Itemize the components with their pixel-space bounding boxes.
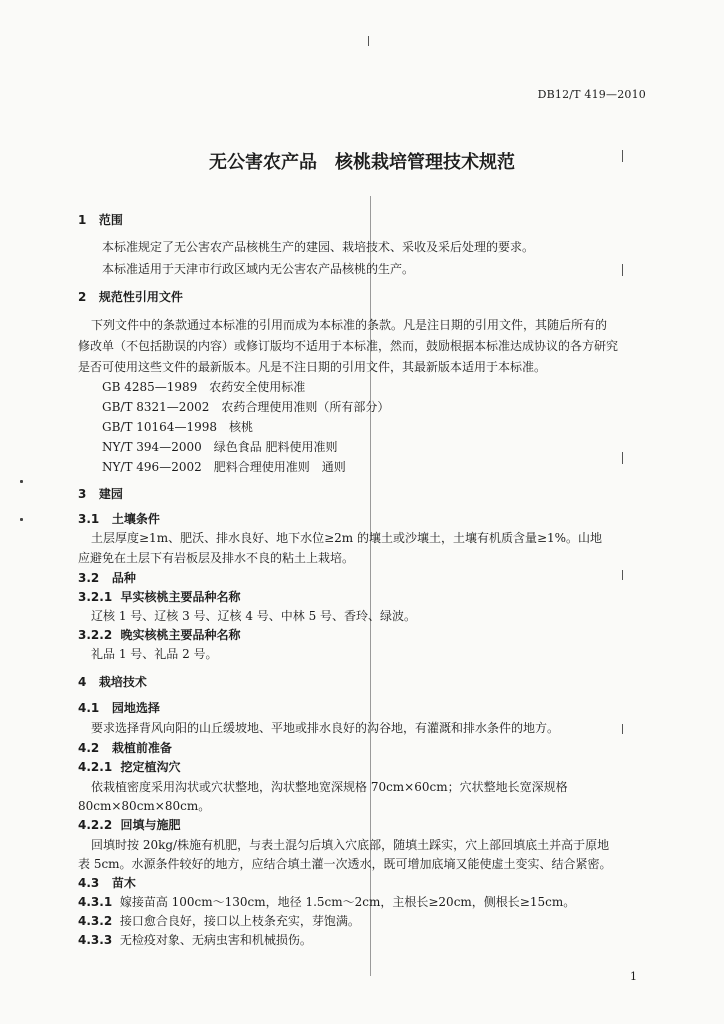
reference-item: NY/T 496—2002 肥料合理使用准则 通则 <box>102 460 346 474</box>
page-number: 1 <box>630 970 637 983</box>
subsection-title: 早实核桃主要品种名称 <box>120 590 241 604</box>
paragraph: 应避免在土层下有岩板层及排水不良的粘土上栽培。 <box>78 551 355 565</box>
subsection-number: 3.2 <box>78 571 100 585</box>
reference-item: GB/T 10164—1998 核桃 <box>102 420 253 434</box>
subsection-title: 园地选择 <box>111 701 160 715</box>
subsection-heading <box>78 628 241 642</box>
scan-artifact-line <box>622 264 623 276</box>
subsection-title: 土壤条件 <box>111 512 160 526</box>
scan-artifact-line <box>622 452 623 464</box>
subsection-number: 3.1 <box>78 512 100 526</box>
reference-item: GB/T 8321—2002 农药合理使用准则（所有部分） <box>102 400 390 414</box>
scan-artifact-line <box>622 570 623 580</box>
paragraph: 表 5cm。水源条件较好的地方，应结合填土灌一次透水，既可增加底墒又能使虚土变实、结合紧密。 <box>78 857 612 871</box>
item-text: 无检疫对象、无病虫害和机械损伤。 <box>119 933 312 947</box>
paragraph: 修改单（不包括勘误的内容）或修订版均不适用于本标准，然而，鼓励根据本标准达成协议的各方研究 <box>78 339 619 353</box>
document-code: DB12/T 419—2010 <box>537 88 646 101</box>
subsection-title: 回填与施肥 <box>120 818 181 832</box>
subsection-number: 3.2.2 <box>78 628 113 642</box>
paragraph: 辽核 1 号、辽核 3 号、辽核 4 号、中林 5 号、香玲、绿波。 <box>91 609 417 623</box>
subsection-title: 挖定植沟穴 <box>120 760 181 774</box>
subsection-heading <box>78 876 136 890</box>
section-heading-4 <box>78 675 147 689</box>
subsection-title: 栽植前准备 <box>111 741 172 755</box>
paragraph: 要求选择背风向阳的山丘缓坡地、平地或排水良好的沟谷地，有灌溉和排水条件的地方。 <box>91 721 560 735</box>
section-heading-1 <box>78 213 123 227</box>
item-text: 接口愈合良好，接口以上枝条充实，芽饱满。 <box>119 914 360 928</box>
section-number: 4 <box>78 675 87 689</box>
subsection-number: 4.2.2 <box>78 818 113 832</box>
section-title: 栽培技术 <box>98 675 147 689</box>
item-number: 4.3.3 <box>78 933 113 947</box>
subsection-heading <box>78 818 181 832</box>
subsection-heading <box>78 512 160 526</box>
paragraph: 80cm×80cm×80cm。 <box>78 799 211 813</box>
section-number: 1 <box>78 213 87 227</box>
subsection-number: 4.2 <box>78 741 100 755</box>
reference-item: GB 4285—1989 农药安全使用标准 <box>102 380 306 394</box>
scan-artifact-dot <box>20 518 23 521</box>
paragraph: 依栽植密度采用沟状或穴状整地，沟状整地宽深规格 70cm×60cm；穴状整地长宽深规格 <box>91 780 568 794</box>
subsection-title: 苗木 <box>111 876 136 890</box>
section-title: 建园 <box>98 487 123 501</box>
page-title: 无公害农产品 核桃栽培管理技术规范 <box>209 152 515 173</box>
subsection-number: 4.2.1 <box>78 760 113 774</box>
section-title: 规范性引用文件 <box>98 290 183 304</box>
paragraph: 下列文件中的条款通过本标准的引用而成为本标准的条款。凡是注日期的引用文件，其随后所有的 <box>91 318 608 332</box>
paragraph: 本标准适用于天津市行政区域内无公害农产品核桃的生产。 <box>102 262 415 276</box>
section-title: 范围 <box>98 213 123 227</box>
paragraph: 土层厚度≥1m、肥沃、排水良好、地下水位≥2m 的壤土或沙壤土，土壤有机质含量≥1%。山地 <box>91 531 603 545</box>
scan-artifact-line <box>368 36 369 46</box>
section-number: 2 <box>78 290 87 304</box>
subsection-number: 3.2.1 <box>78 590 113 604</box>
subsection-heading <box>78 741 172 755</box>
list-item <box>78 914 360 928</box>
item-number: 4.3.2 <box>78 914 113 928</box>
section-heading-2 <box>78 290 183 304</box>
subsection-number: 4.3 <box>78 876 100 890</box>
subsection-number: 4.1 <box>78 701 100 715</box>
subsection-title: 品种 <box>111 571 136 585</box>
subsection-heading <box>78 571 136 585</box>
item-number: 4.3.1 <box>78 895 113 909</box>
item-text: 嫁接苗高 100cm～130cm，地径 1.5cm～2cm，主根长≥20cm，侧根长≥15cm。 <box>119 895 576 909</box>
paragraph: 是否可使用这些文件的最新版本。凡是不注日期的引用文件，其最新版本适用于本标准。 <box>78 360 547 374</box>
subsection-title: 晚实核桃主要品种名称 <box>120 628 241 642</box>
subsection-heading <box>78 760 181 774</box>
paragraph: 回填时按 20kg/株施有机肥，与表土混匀后填入穴底部，随填土踩实，穴上部回填底土并高于原地 <box>91 838 610 852</box>
reference-item: NY/T 394—2000 绿色食品 肥料使用准则 <box>102 440 338 454</box>
list-item <box>78 933 312 947</box>
section-number: 3 <box>78 487 87 501</box>
subsection-heading <box>78 701 160 715</box>
subsection-heading <box>78 590 241 604</box>
section-heading-3 <box>78 487 123 501</box>
scan-artifact-line <box>622 724 623 734</box>
scan-artifact-dot <box>20 480 23 483</box>
list-item <box>78 895 575 909</box>
paragraph: 本标准规定了无公害农产品核桃生产的建园、栽培技术、采收及采后处理的要求。 <box>102 240 535 254</box>
paragraph: 礼品 1 号、礼品 2 号。 <box>91 647 218 661</box>
